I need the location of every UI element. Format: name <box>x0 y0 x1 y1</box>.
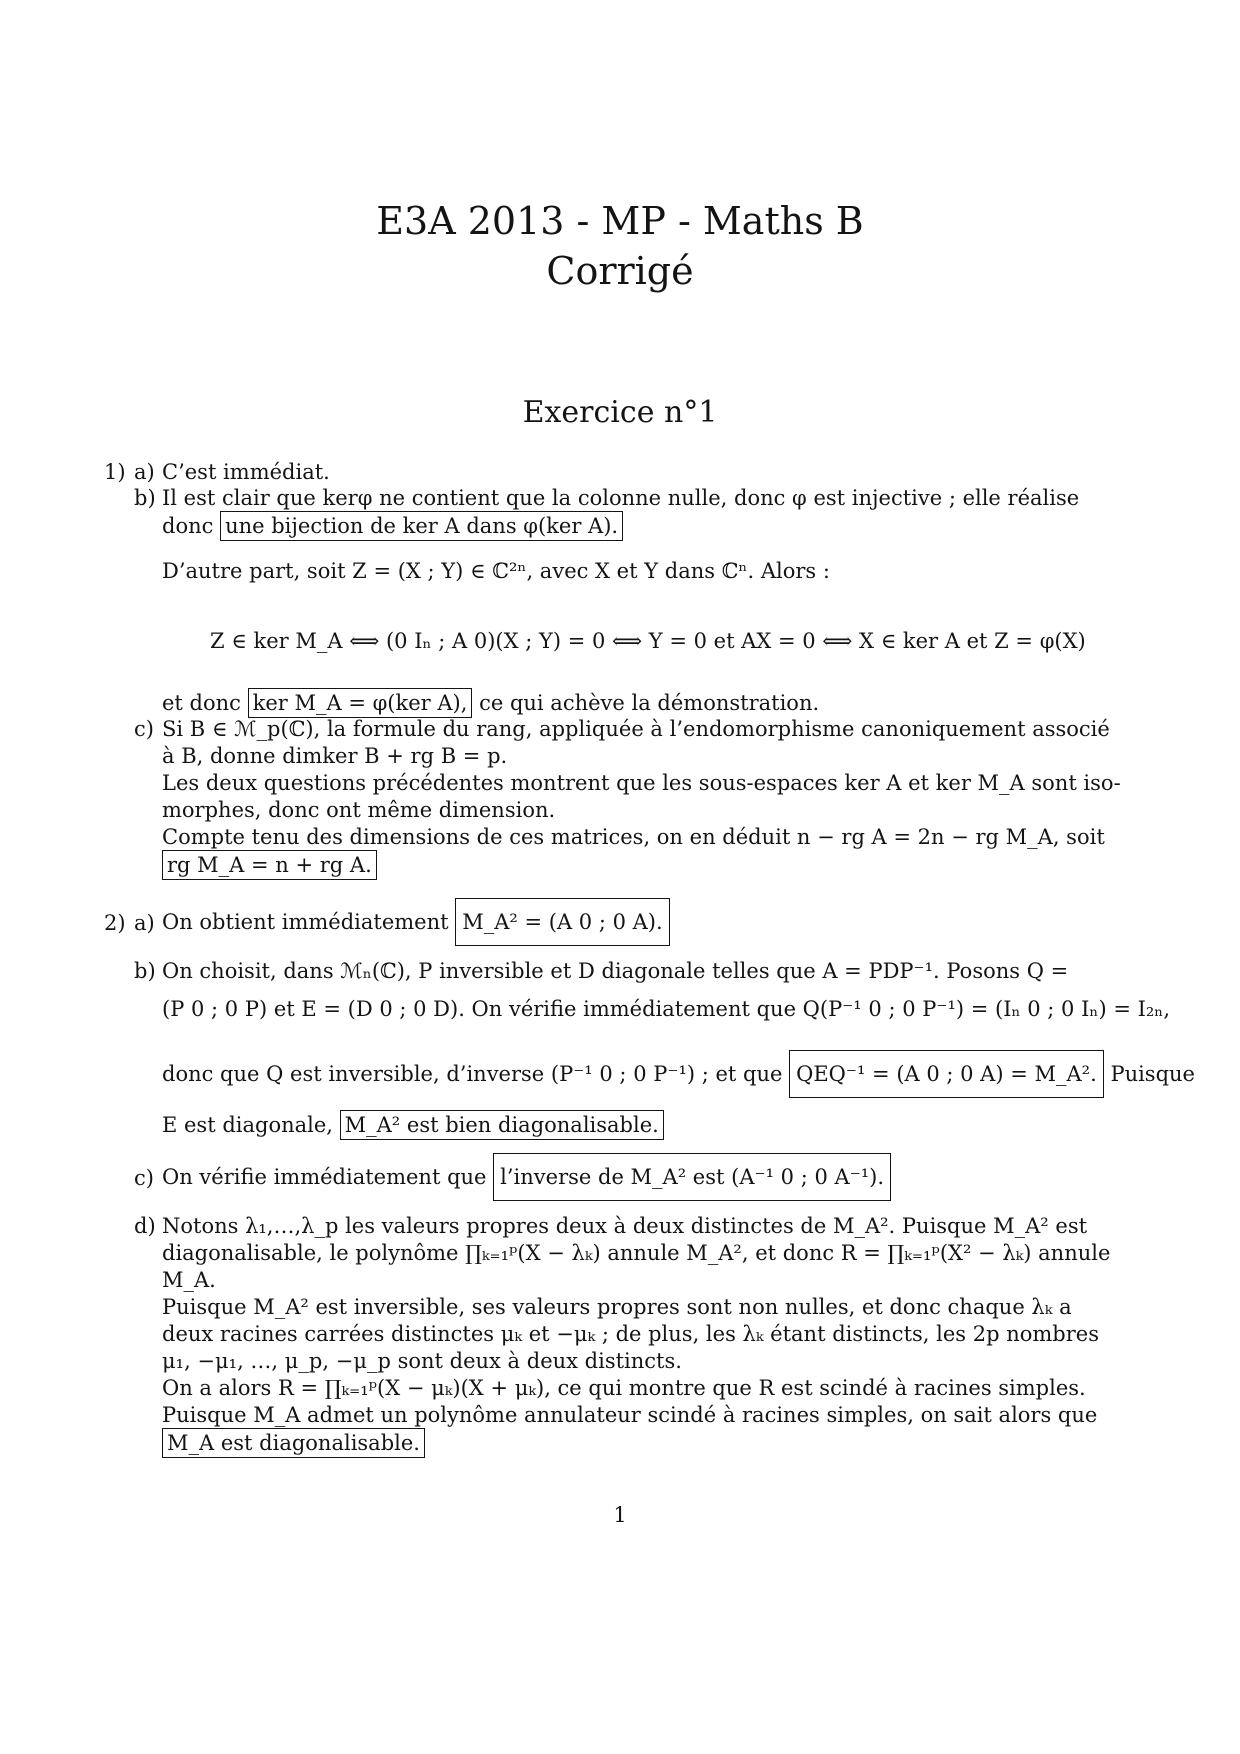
q2d-line8: Puisque M_A admet un polynôme annulateur scindé à racines simples, on sait alors que <box>162 1403 1098 1427</box>
q1b-line1: Il est clair que kerφ ne contient que la colonne nulle, donc φ est injective ; elle réalise <box>162 486 1080 510</box>
q2d-line5: deux racines carrées distinctes μₖ et −μₖ ; de plus, les λₖ étant distincts, les 2p nombres <box>162 1322 1099 1346</box>
q1b-line2-pre: donc <box>162 514 214 538</box>
q2d-line7: On a alors R = ∏ₖ₌₁ᵖ(X − μₖ)(X + μₖ), ce qui montre que R est scindé à racines simples. <box>162 1376 1086 1400</box>
q1b-line3: D’autre part, soit Z = (X ; Y) ∈ ℂ²ⁿ, avec X et Y dans ℂⁿ. Alors : <box>162 559 830 583</box>
q2a-square-box: M_A² = (A 0 ; 0 A). <box>455 898 669 946</box>
q2b-line3 <box>162 1050 1195 1098</box>
q2d-line1: Notons λ₁,…,λ_p les valeurs propres deux à deux distinctes de M_A². Puisque M_A² est <box>162 1214 1088 1238</box>
q2d-line3: M_A. <box>162 1268 216 1292</box>
q2c-inverse-box: l’inverse de M_A² est (A⁻¹ 0 ; 0 A⁻¹). <box>493 1153 891 1201</box>
q2d-line2: diagonalisable, le polynôme ∏ₖ₌₁ᵖ(X − λₖ) annule M_A², et donc R = ∏ₖ₌₁ᵖ(X² − λₖ) annule <box>162 1241 1111 1265</box>
q2b-line4-pre: E est diagonale, <box>162 1113 333 1137</box>
q2a-label: a) <box>134 911 155 935</box>
q2c-pre: On vérifie immédiatement que <box>162 1165 487 1189</box>
q2b-line4 <box>162 1110 664 1140</box>
q1c-line3: Les deux questions précédentes montrent que les sous-espaces ker A et ker M_A sont iso- <box>162 771 1121 795</box>
q1c-label: c) <box>134 717 154 741</box>
q1a-label: a) <box>134 460 155 484</box>
q1c-line2: à B, donne dimker B + rg B = p. <box>162 744 508 768</box>
q1b-equation: Z ∈ ker M_A ⟺ (0 Iₙ ; A 0)(X ; Y) = 0 ⟺ Y = 0 et AX = 0 ⟺ X ∈ ker A et Z = φ(X) <box>210 629 1086 653</box>
q1b-line4-pre: et donc <box>162 691 241 715</box>
q1b-line4-post: ce qui achève la démonstration. <box>479 691 820 715</box>
page-number: 1 <box>613 1503 627 1527</box>
q2b-conjugation-box: QEQ⁻¹ = (A 0 ; 0 A) = M_A². <box>789 1050 1104 1098</box>
q1b-kernel-box: ker M_A = φ(ker A), <box>248 688 473 718</box>
doc-title: E3A 2013 - MP - Maths B <box>376 199 864 243</box>
doc-subtitle: Corrigé <box>546 249 694 293</box>
q2b-line3-post: Puisque <box>1110 1062 1195 1086</box>
q1-number: 1) <box>104 460 126 484</box>
q1c-line4: morphes, donc ont même dimension. <box>162 798 556 822</box>
q2b-label: b) <box>134 959 156 983</box>
q2d-line4: Puisque M_A² est inversible, ses valeurs propres sont non nulles, et donc chaque λₖ a <box>162 1295 1072 1319</box>
q1b-result-box: une bijection de ker A dans φ(ker A). <box>220 511 623 541</box>
q2a-pre: On obtient immédiatement <box>162 910 449 934</box>
q2d-line9 <box>162 1428 425 1458</box>
q1c-line5: Compte tenu des dimensions de ces matrices, on en déduit n − rg A = 2n − rg M_A, soit <box>162 825 1105 849</box>
exercise-heading: Exercice n°1 <box>522 395 718 430</box>
q1a-text: C’est immédiat. <box>162 460 330 484</box>
q2b-line2: (P 0 ; 0 P) et E = (D 0 ; 0 D). On vérifie immédiatement que Q(P⁻¹ 0 ; 0 P⁻¹) = (Iₙ 0 ; 0 Iₙ) = I₂ₙ, <box>162 997 1171 1021</box>
q2a-line <box>162 898 670 946</box>
q1b-label: b) <box>134 486 156 510</box>
q2b-diag-box: M_A² est bien diagonalisable. <box>340 1110 664 1140</box>
q2d-label: d) <box>134 1214 156 1238</box>
q1c-rank-box: rg M_A = n + rg A. <box>162 850 377 880</box>
q2c-label: c) <box>134 1166 154 1190</box>
q2d-line6: μ₁, −μ₁, …, μ_p, −μ_p sont deux à deux distincts. <box>162 1349 682 1373</box>
q2-number: 2) <box>104 911 126 935</box>
q2d-conclusion-box: M_A est diagonalisable. <box>162 1428 425 1458</box>
q2b-line1: On choisit, dans ℳₙ(ℂ), P inversible et D diagonale telles que A = PDP⁻¹. Posons Q = <box>162 959 1069 983</box>
q1c-line1: Si B ∈ ℳ_p(ℂ), la formule du rang, appliquée à l’endomorphisme canoniquement associé <box>162 717 1110 741</box>
q2c-line <box>162 1153 891 1201</box>
q2b-line3-pre: donc que Q est inversible, d’inverse (P⁻¹ 0 ; 0 P⁻¹) ; et que <box>162 1062 783 1086</box>
q1c-line6 <box>162 850 377 880</box>
q1b-line2 <box>162 511 623 541</box>
